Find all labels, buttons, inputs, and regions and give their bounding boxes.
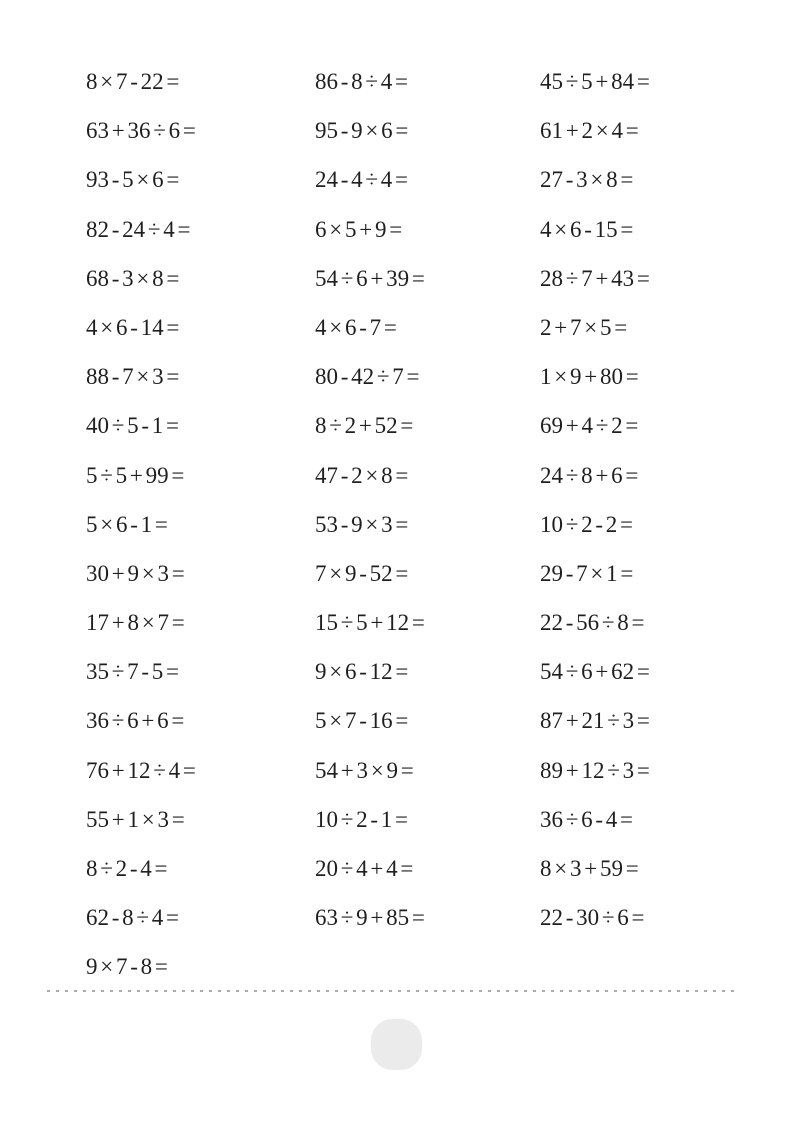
problem-row: [0, 844, 793, 893]
problem-row: [0, 696, 793, 745]
math-problem: 69 + 4 ÷ 2 =: [540, 413, 639, 439]
problem-row: [0, 500, 793, 549]
math-problem: 82 - 24 ÷ 4 =: [86, 216, 191, 242]
math-problem: 28 ÷ 7 + 43 =: [540, 265, 650, 291]
problem-row: [0, 647, 793, 696]
problems-grid: [0, 57, 793, 992]
math-problem: 8 × 3 + 59 =: [540, 856, 639, 881]
math-problem: 76 + 12 ÷ 4 =: [86, 757, 196, 783]
math-problem: 87 + 21 ÷ 3 =: [540, 708, 650, 734]
math-problem: 24 ÷ 8 + 6 =: [540, 462, 639, 488]
problem-row: [0, 106, 793, 155]
math-problem: 93 - 5 × 6 =: [86, 167, 180, 193]
math-problem: 63 ÷ 9 + 85 =: [315, 905, 425, 931]
problem-row: [0, 942, 793, 991]
math-problem: 24 - 4 ÷ 4 =: [315, 167, 409, 193]
math-problem: 54 + 3 × 9 =: [315, 757, 414, 783]
problem-row: [0, 598, 793, 647]
math-problem: 95 - 9 × 6 =: [315, 118, 409, 144]
math-problem: 63 + 36 ÷ 6 =: [86, 118, 196, 144]
math-problem: 45 ÷ 5 + 84 =: [540, 69, 650, 94]
math-problem: 20 ÷ 4 + 4 =: [315, 856, 414, 881]
math-problem: 9 × 6 - 12 =: [315, 659, 409, 685]
problem-row: [0, 303, 793, 352]
math-problem: 6 × 5 + 9 =: [315, 216, 403, 242]
math-problem: 8 ÷ 2 + 52 =: [315, 413, 414, 439]
math-problem: 80 - 42 ÷ 7 =: [315, 364, 420, 390]
math-problem: 36 ÷ 6 - 4 =: [540, 806, 634, 832]
math-problem: 7 × 9 - 52 =: [315, 560, 409, 586]
math-problem: 2 + 7 × 5 =: [540, 314, 628, 340]
dotted-divider: [47, 990, 740, 992]
page-indicator-bubble: [371, 1019, 422, 1070]
math-problem: 17 + 8 × 7 =: [86, 610, 185, 636]
math-problem: 5 × 7 - 16 =: [315, 708, 409, 734]
problem-row: [0, 155, 793, 204]
math-problem: 54 ÷ 6 + 39 =: [315, 265, 425, 291]
math-problem: 8 × 7 - 22 =: [86, 69, 180, 94]
math-problem: 22 - 30 ÷ 6 =: [540, 905, 645, 931]
math-problem: 35 ÷ 7 - 5 =: [86, 659, 180, 685]
problem-row: [0, 401, 793, 450]
math-problem: 29 - 7 × 1 =: [540, 560, 634, 586]
problem-row: [0, 352, 793, 401]
math-problem: 4 × 6 - 15 =: [540, 216, 634, 242]
problem-row: [0, 57, 793, 106]
problem-row: [0, 795, 793, 844]
math-problem: 27 - 3 × 8 =: [540, 167, 634, 193]
problem-row: [0, 746, 793, 795]
problem-row: [0, 451, 793, 500]
math-problem: 30 + 9 × 3 =: [86, 560, 185, 586]
math-problem: 4 × 6 - 7 =: [315, 314, 397, 340]
math-problem: 53 - 9 × 3 =: [315, 511, 409, 537]
math-problem: 40 ÷ 5 - 1 =: [86, 413, 180, 439]
math-problem: 22 - 56 ÷ 8 =: [540, 610, 645, 636]
math-problem: 5 ÷ 5 + 99 =: [86, 462, 185, 488]
problem-row: [0, 893, 793, 942]
math-problem: 5 × 6 - 1 =: [86, 511, 168, 537]
math-problem: 1 × 9 + 80 =: [540, 364, 639, 390]
math-problem: 88 - 7 × 3 =: [86, 364, 180, 390]
problem-row: [0, 254, 793, 303]
math-problem: 62 - 8 ÷ 4 =: [86, 905, 180, 931]
math-problem: 4 × 6 - 14 =: [86, 314, 180, 340]
math-problem: 15 ÷ 5 + 12 =: [315, 610, 425, 636]
math-problem: 86 - 8 ÷ 4 =: [315, 69, 409, 94]
math-problem: 89 + 12 ÷ 3 =: [540, 757, 650, 783]
math-problem: 10 ÷ 2 - 1 =: [315, 806, 409, 832]
math-problem: 10 ÷ 2 - 2 =: [540, 511, 634, 537]
math-problem: 47 - 2 × 8 =: [315, 462, 409, 488]
math-problem: 36 ÷ 6 + 6 =: [86, 708, 185, 734]
math-problem: 55 + 1 × 3 =: [86, 806, 185, 832]
math-problem: 9 × 7 - 8 =: [86, 954, 168, 980]
math-problem: 61 + 2 × 4 =: [540, 118, 639, 144]
math-problem: 68 - 3 × 8 =: [86, 265, 180, 291]
math-problem: 8 ÷ 2 - 4 =: [86, 856, 168, 881]
math-problem: 54 ÷ 6 + 62 =: [540, 659, 650, 685]
problem-row: [0, 549, 793, 598]
problem-row: [0, 205, 793, 254]
